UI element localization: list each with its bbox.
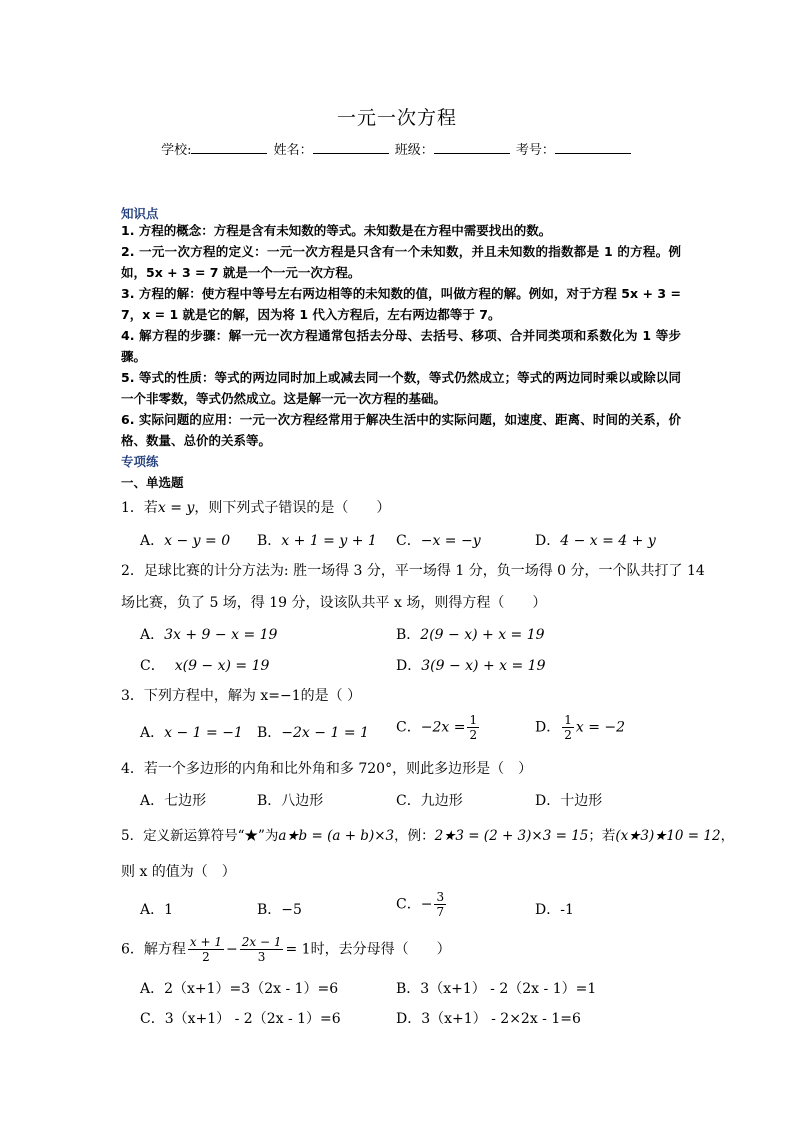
option-math: x + 1 = y + 1 <box>281 533 377 549</box>
q5-text: ， <box>720 828 735 844</box>
q5-option-c[interactable] <box>396 890 448 919</box>
q2-option-c[interactable] <box>140 655 269 675</box>
number-label: 考号： <box>515 143 555 158</box>
q2-option-a[interactable] <box>140 624 277 644</box>
question-3-stem: 3．下列方程中，解为 x=−1的是（ ） <box>121 688 362 704</box>
school-label: 学校: <box>161 143 192 158</box>
option-letter: D． <box>535 719 561 736</box>
practice-heading: 专项练 <box>121 454 159 469</box>
numerator: 2x − 1 <box>241 935 282 949</box>
q1-option-a[interactable] <box>140 530 230 550</box>
numerator: x + 1 <box>189 935 223 949</box>
option-letter: C． <box>396 533 421 549</box>
option-math: 2(9 − x) + x = 19 <box>420 627 545 643</box>
q5-text: 5．定义新运算符号“★”为 <box>121 828 279 844</box>
option-math: 3x + 9 − x = 19 <box>164 627 278 643</box>
knowledge-point: 5. 等式的性质：等式的两边同时加上或减去同一个数，等式仍然成立；等式的两边同时乘以或除以同一个非零数，等式仍然成立。这是解一元一次方程的基础。 <box>121 370 681 406</box>
name-label: 姓名： <box>273 143 313 158</box>
denominator: 2 <box>202 950 210 964</box>
q2-option-b[interactable] <box>396 624 545 644</box>
q6-option-d[interactable]: D．3（x+1） - 2×2x - 1=6 <box>396 1011 581 1027</box>
denominator: 7 <box>436 905 445 919</box>
knowledge-point: 2. 一元一次方程的定义：一元一次方程是只含有一个未知数，并且未知数的指数都是 1 的方程。例如，5x + 3 = 7 就是一个一元一次方程。 <box>121 244 681 280</box>
q6-minus: − <box>226 941 238 958</box>
question-1-stem <box>121 498 681 518</box>
q5-math: a★b = (a + b)×3 <box>278 828 395 844</box>
knowledge-point: 3. 方程的解：使方程中等号左右两边相等的未知数的值，叫做方程的解。例如，对于方程 5x + 3 = 7，x = 1 就是它的解，因为将 1 代入方程后，左右两边都等于 7。 <box>121 286 681 322</box>
question-5-stem-line2: 则 x 的值为（ ） <box>121 864 236 880</box>
q5-option-a[interactable]: A．1 <box>140 902 174 918</box>
q1-option-c[interactable] <box>396 530 481 550</box>
option-letter: B． <box>257 533 282 549</box>
option-letter: A． <box>140 533 165 549</box>
q6-option-b[interactable]: B．3（x+1） - 2（2x - 1）=1 <box>396 981 597 997</box>
school-blank[interactable] <box>191 141 267 154</box>
number-blank[interactable] <box>555 141 631 154</box>
q5-math: 2★3 = (2 + 3)×3 = 15 <box>434 828 589 844</box>
knowledge-point: 6. 实际问题的应用：一元一次方程经常用于解决生活中的实际问题，如速度、距离、时间的关系，价格、数量、总价的关系等。 <box>121 412 681 448</box>
q5-option-d[interactable]: D．-1 <box>535 902 574 918</box>
question-2-stem-line1: 2．足球比赛的计分方法为: 胜一场得 3 分，平一场得 1 分，负一场得 0 分，一个队共打了 14 <box>121 563 705 579</box>
fraction <box>467 713 479 742</box>
q2-option-d[interactable] <box>396 655 545 675</box>
q3-option-c[interactable] <box>396 713 481 742</box>
option-math: 4 − x = 4 + y <box>560 533 656 549</box>
option-math: 3(9 − x) + x = 19 <box>421 658 546 674</box>
q6-option-a[interactable]: A．2（x+1）=3（2x - 1）=6 <box>140 981 339 997</box>
option-math: −2x − 1 = 1 <box>281 725 369 741</box>
question-2-stem-line2: 场比赛，负了 5 场，得 19 分，设该队共平 x 场，则得方程（ ） <box>121 595 547 611</box>
question-6-stem <box>121 935 681 964</box>
q3-option-d[interactable] <box>535 713 625 742</box>
option-math: x − y = 0 <box>164 533 231 549</box>
option-letter: D． <box>535 533 561 549</box>
denominator: 3 <box>257 950 266 964</box>
q5-text: ；若 <box>588 828 616 844</box>
knowledge-point: 4. 解方程的步骤：解一元一次方程通常包括去分母、去括号、移项、合并同类项和系数化为 1 等步骤。 <box>121 328 681 364</box>
page-title: 一元一次方程 <box>336 107 457 129</box>
q1-stem-text-2: ，则下列式子错误的是（ ） <box>194 500 391 516</box>
q3-option-a[interactable] <box>140 722 243 742</box>
class-label: 班级： <box>394 143 434 158</box>
fraction <box>240 935 284 964</box>
q4-option-b[interactable]: B．八边形 <box>257 793 324 809</box>
student-info-line <box>0 139 794 158</box>
q6-text: 6．解方程 <box>121 941 186 958</box>
section-one-heading: 一、单选题 <box>121 475 184 490</box>
option-letter: B． <box>257 725 282 741</box>
q6-text: = 1时，去分母得（ ） <box>285 941 451 958</box>
q1-stem-text: 1．若 <box>121 500 158 516</box>
option-letter: D． <box>396 658 422 674</box>
name-blank[interactable] <box>313 141 389 154</box>
fraction <box>188 935 224 964</box>
option-letter: A． <box>140 627 165 643</box>
q4-option-c[interactable]: C．九边形 <box>396 793 463 809</box>
numerator: 1 <box>564 713 572 727</box>
q5-option-b[interactable]: B．−5 <box>257 902 302 918</box>
q3-option-b[interactable] <box>257 722 369 742</box>
q1-option-d[interactable] <box>535 530 656 550</box>
knowledge-point: 1. 方程的概念：方程是含有未知数的等式。未知数是在方程中需要找出的数。 <box>121 223 552 238</box>
q4-option-a[interactable]: A．七边形 <box>140 793 207 809</box>
class-blank[interactable] <box>434 141 510 154</box>
option-math: x(9 − x) = 19 <box>174 658 270 674</box>
denominator: 2 <box>469 728 478 742</box>
option-letter: A． <box>140 725 165 741</box>
option-math: −x = −y <box>420 533 481 549</box>
q5-math: (x★3)★10 = 12 <box>615 828 721 844</box>
question-5-stem-line1 <box>121 826 735 846</box>
option-math: −2x = <box>420 719 466 736</box>
option-text: C．− <box>396 896 433 913</box>
option-math: x − 1 = −1 <box>164 725 243 741</box>
option-math: x = −2 <box>575 719 626 736</box>
fraction <box>434 890 446 919</box>
knowledge-points <box>121 220 681 451</box>
option-letter: C． <box>140 658 165 674</box>
knowledge-heading: 知识点 <box>121 206 159 221</box>
question-4-stem: 4．若一个多边形的内角和比外角和多 720°，则此多边形是（ ） <box>121 761 533 777</box>
numerator: 3 <box>436 890 445 904</box>
option-letter: B． <box>396 627 421 643</box>
q1-option-b[interactable] <box>257 530 377 550</box>
q4-option-d[interactable]: D．十边形 <box>535 793 603 809</box>
q5-text: ，例： <box>394 828 435 844</box>
option-letter: C． <box>396 719 421 736</box>
q6-option-c[interactable]: C．3（x+1） - 2（2x - 1）=6 <box>140 1011 341 1027</box>
fraction <box>562 713 574 742</box>
denominator: 2 <box>564 728 572 742</box>
q1-stem-math: x = y <box>157 500 195 516</box>
numerator: 1 <box>469 713 478 727</box>
